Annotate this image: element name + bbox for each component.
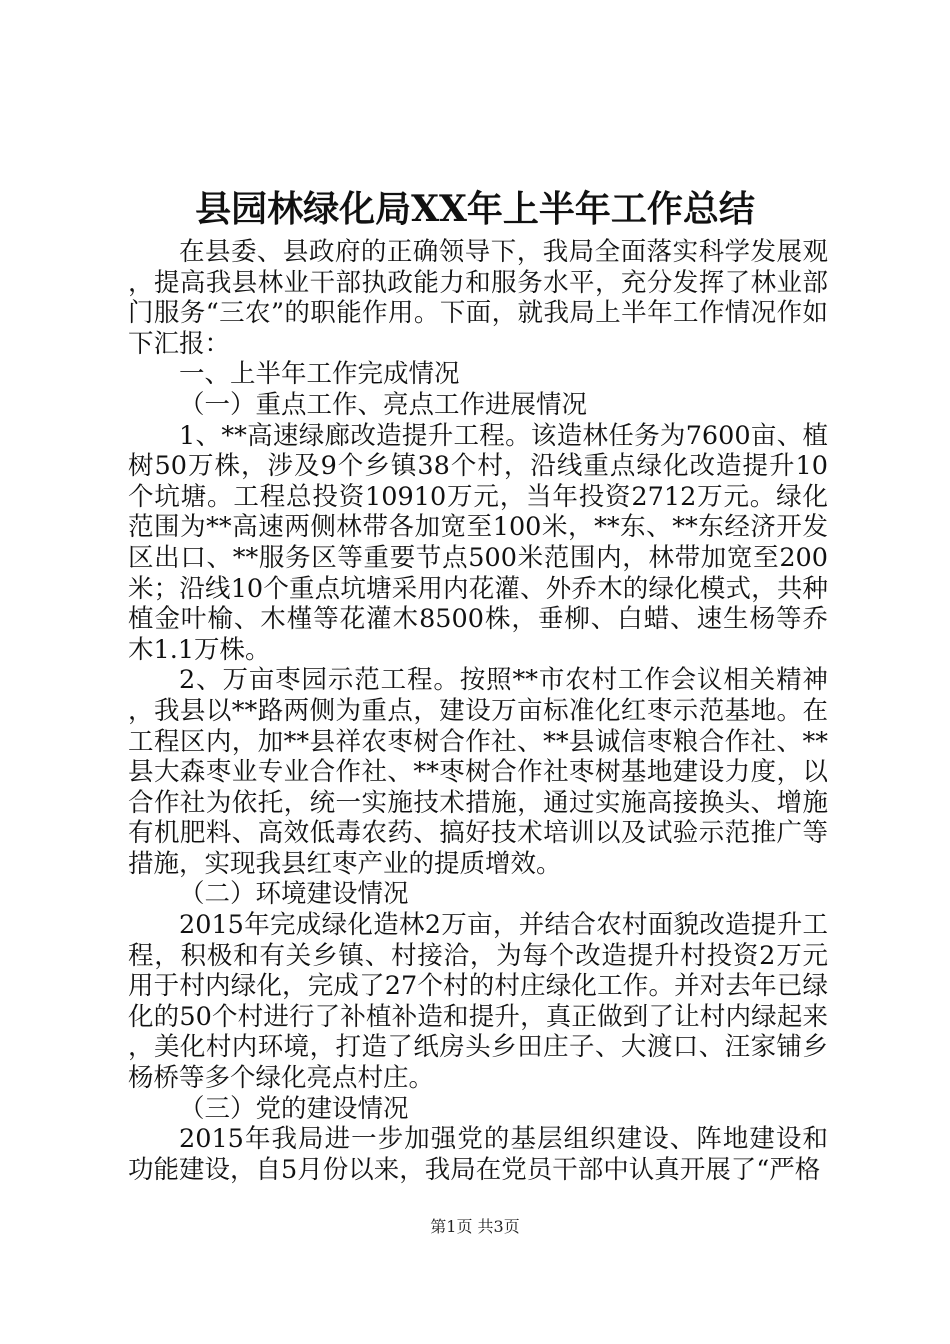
- section-heading-1: 一、上半年工作完成情况: [179, 359, 460, 390]
- project-paragraph-2: 2、万亩枣园示范工程。按照**市农村工作会议相关精神，我县以**路两侧为重点，建设万亩标准化红枣示范基地。在工程区内，加**县祥农枣树合作社、**县诚信枣粮合作社、**县大森枣业专业合作社、**枣树合作社枣树基地建设力度，以合作社为依托，统一实施技术措施，通过实施高接换头、增施有机肥料、高效低毒农药、搞好技术培训以及试验示范推广等措施，实现我县红枣产业的提质增效。: [128, 665, 828, 879]
- page-number-footer: 第1页 共3页: [430, 1217, 520, 1236]
- document-body: [128, 237, 828, 1185]
- document-title: 县园林绿化局XX年上半年工作总结: [195, 188, 755, 230]
- subsection-heading-1: （一）重点工作、亮点工作进展情况: [179, 389, 588, 420]
- environment-paragraph: 2015年完成绿化造林2万亩，并结合农村面貌改造提升工程，积极和有关乡镇、村接洽，为每个改造提升村投资2万元用于村内绿化，完成了27个村的村庄绿化工作。并对去年已绿化的50个村进行了补植补造和提升，真正做到了让村内绿起来，美化村内环境，打造了纸房头乡田庄子、大渡口、汪家铺乡杨桥等多个绿化亮点村庄。: [128, 910, 828, 1094]
- intro-paragraph: 在县委、县政府的正确领导下，我局全面落实科学发展观，提高我县林业干部执政能力和服务水平，充分发挥了林业部门服务“三农”的职能作用。下面，就我局上半年工作情况作如下汇报：: [128, 237, 828, 359]
- subsection-heading-3: （三）党的建设情况: [179, 1093, 409, 1124]
- party-building-paragraph: 2015年我局进一步加强党的基层组织建设、阵地建设和功能建设，自5月份以来，我局在党员干部中认真开展了“严格: [128, 1124, 828, 1185]
- subsection-heading-2: （二）环境建设情况: [179, 879, 409, 910]
- project-paragraph-1: 1、**高速绿廊改造提升工程。该造林任务为7600亩、植树50万株，涉及9个乡镇38个村，沿线重点绿化改造提升10个坑塘。工程总投资10910万元，当年投资2712万元。绿化范围为**高速两侧林带各加宽至100米，**东、**东经济开发区出口、**服务区等重要节点500米范围内，林带加宽至200米；沿线10个重点坑塘采用内花灌、外乔木的绿化模式，共种植金叶榆、木槿等花灌木8500株，垂柳、白蜡、速生杨等乔木1.1万株。: [128, 420, 828, 665]
